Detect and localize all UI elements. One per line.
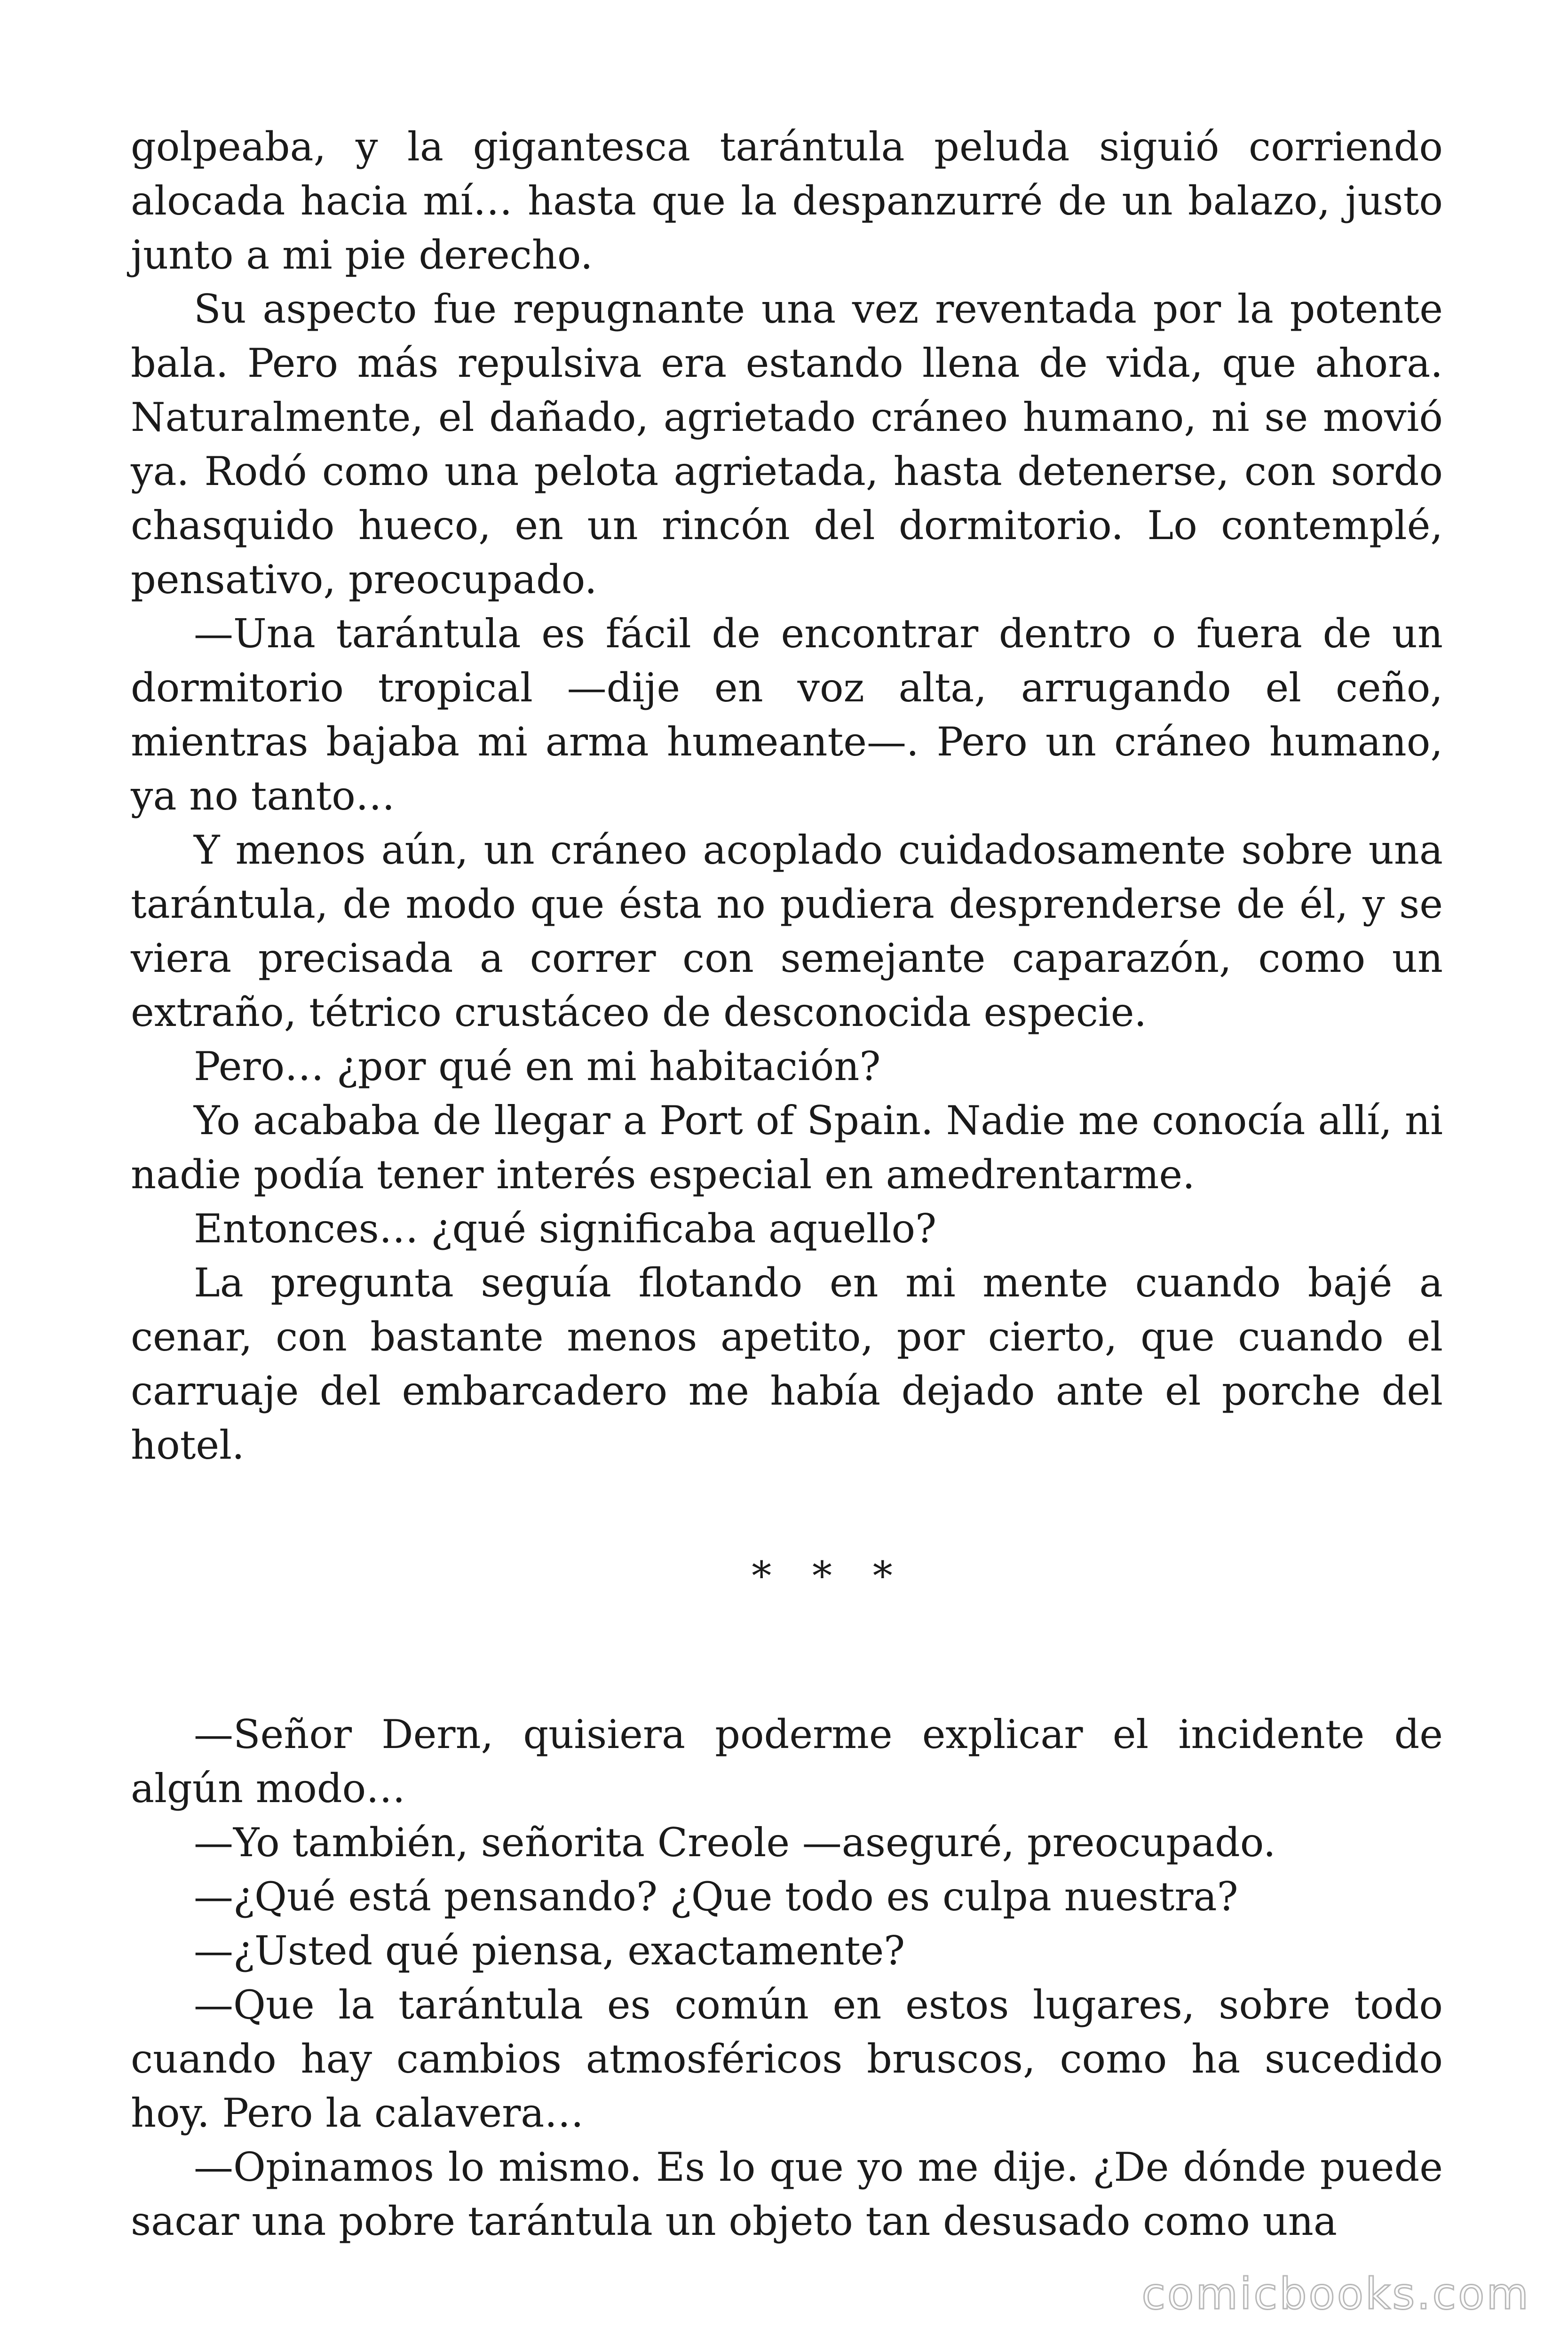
paragraph: —¿Usted qué piensa, exactamente?	[194, 1928, 905, 1974]
paragraph: —Una tarántula es fácil de encontrar dentro o fuera de un dormitorio tropical —dije en voz alta, arrugando el ceño, mientras bajaba mi arma humeante—. Pero un cráneo humano, ya no tanto…	[131, 611, 1443, 819]
paragraph: Entonces… ¿qué significaba aquello?	[194, 1206, 937, 1252]
paragraph: La pregunta seguía flotando en mi mente cuando bajé a cenar, con bastante menos apetito, por cierto, que cuando el carruaje del embarcadero me había dejado ante el porche del hotel.	[131, 1260, 1443, 1468]
paragraph: Pero… ¿por qué en mi habitación?	[194, 1043, 881, 1089]
paragraph: —¿Qué está pensando? ¿Que todo es culpa nuestra?	[194, 1874, 1238, 1920]
paragraph: —Señor Dern, quisiera poderme explicar el incidente de algún modo…	[131, 1711, 1443, 1812]
paragraph: Yo acababa de llegar a Port of Spain. Nadie me conocía allí, ni nadie podía tener interés especial en amedrentarme.	[131, 1097, 1443, 1198]
paragraph: —Opinamos lo mismo. Es lo que yo me dije. ¿De dónde puede sacar una pobre tarántula un objeto tan desusado como una	[131, 2144, 1443, 2244]
page-body	[131, 120, 1443, 2249]
watermark-text: comicbooks.com	[1141, 2269, 1530, 2319]
paragraph: —Yo también, señorita Creole —aseguré, preocupado.	[194, 1820, 1276, 1866]
section-separator	[131, 1472, 1443, 1708]
separator-asterisks: * * *	[752, 1553, 907, 1599]
paragraph: Y menos aún, un cráneo acoplado cuidadosamente sobre una tarántula, de modo que ésta no pudiera desprenderse de él, y se viera precisada a correr con semejante caparazón, como un extraño, tétrico crustáceo de desconocida especie.	[131, 827, 1443, 1035]
paragraph: golpeaba, y la gigantesca tarántula peluda siguió corriendo alocada hacia mí… hasta que la despanzurré de un balazo, justo junto a mi pie derecho.	[131, 124, 1443, 278]
paragraph: Su aspecto fue repugnante una vez reventada por la potente bala. Pero más repulsiva era estando llena de vida, que ahora. Naturalmente, el dañado, agrietado cráneo humano, ni se movió ya. Rodó como una pelota agrietada, hasta detenerse, con sordo chasquido hueco, en un rincón del dormitorio. Lo contemplé, pensativo, preocupado.	[131, 286, 1443, 603]
paragraph: —Que la tarántula es común en estos lugares, sobre todo cuando hay cambios atmosféricos bruscos, como ha sucedido hoy. Pero la calavera…	[131, 1982, 1443, 2136]
